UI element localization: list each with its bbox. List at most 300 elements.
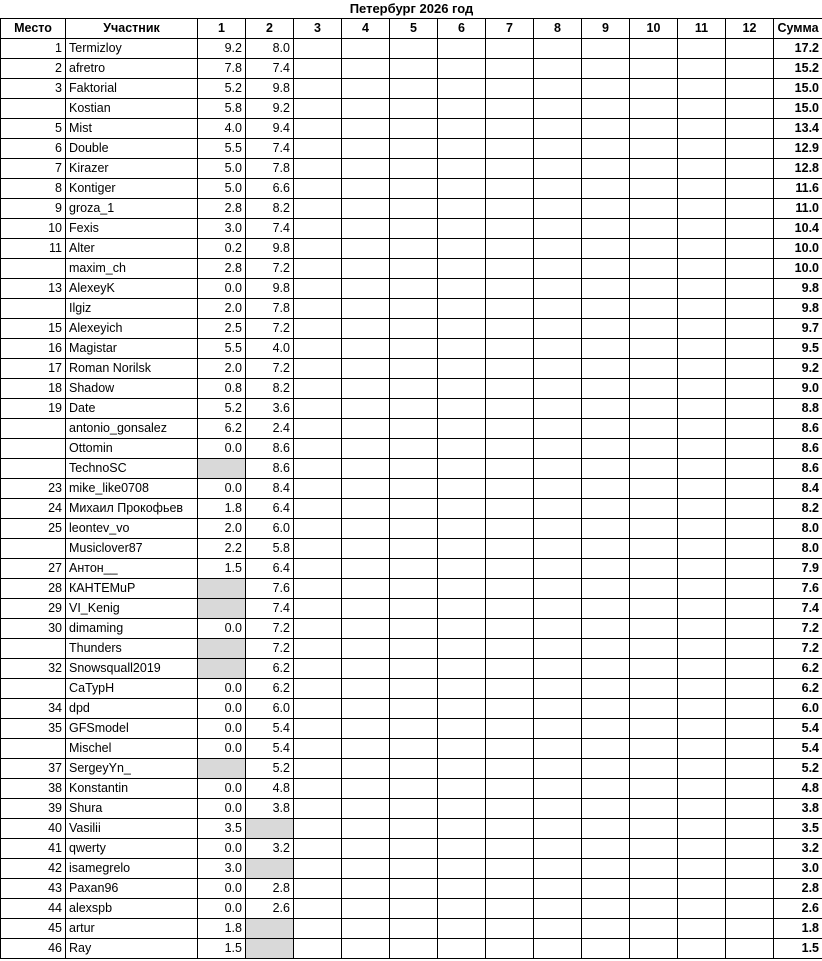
total-cell: 7.9 — [774, 559, 822, 579]
score-round-11 — [678, 759, 726, 779]
place-cell: 3 — [1, 79, 66, 99]
score-round-9 — [582, 899, 630, 919]
score-round-8 — [534, 899, 582, 919]
score-round-12 — [726, 39, 774, 59]
score-round-4 — [342, 199, 390, 219]
score-round-5 — [390, 599, 438, 619]
score-round-6 — [438, 159, 486, 179]
score-round-4 — [342, 699, 390, 719]
score-round-7 — [486, 219, 534, 239]
total-cell: 1.5 — [774, 939, 822, 959]
participant-cell: artur — [66, 919, 198, 939]
score-round-3 — [294, 799, 342, 819]
score-round-6 — [438, 419, 486, 439]
participant-cell: VI_Kenig — [66, 599, 198, 619]
score-round-6 — [438, 59, 486, 79]
score-round-5 — [390, 79, 438, 99]
participant-cell: Paxan96 — [66, 879, 198, 899]
score-round-10 — [630, 99, 678, 119]
score-round-2: 5.4 — [246, 719, 294, 739]
score-round-8 — [534, 459, 582, 479]
score-round-7 — [486, 859, 534, 879]
score-round-5 — [390, 259, 438, 279]
score-round-9 — [582, 379, 630, 399]
score-round-5 — [390, 719, 438, 739]
score-round-6 — [438, 119, 486, 139]
score-round-1: 0.0 — [198, 779, 246, 799]
score-round-6 — [438, 519, 486, 539]
table-row — [1, 779, 822, 799]
score-round-5 — [390, 699, 438, 719]
score-round-6 — [438, 139, 486, 159]
score-round-5 — [390, 459, 438, 479]
header-round-3: 3 — [294, 19, 342, 39]
score-round-10 — [630, 839, 678, 859]
total-cell: 4.8 — [774, 779, 822, 799]
score-round-5 — [390, 419, 438, 439]
score-round-1: 3.5 — [198, 819, 246, 839]
score-round-1: 2.8 — [198, 259, 246, 279]
participant-cell: afretro — [66, 59, 198, 79]
score-round-6 — [438, 39, 486, 59]
score-round-7 — [486, 99, 534, 119]
score-round-10 — [630, 599, 678, 619]
score-round-10 — [630, 119, 678, 139]
score-round-1: 1.5 — [198, 559, 246, 579]
score-round-10 — [630, 459, 678, 479]
score-round-6 — [438, 859, 486, 879]
score-round-5 — [390, 819, 438, 839]
score-round-10 — [630, 879, 678, 899]
header-round-6: 6 — [438, 19, 486, 39]
score-round-7 — [486, 539, 534, 559]
score-round-12 — [726, 899, 774, 919]
score-round-12 — [726, 719, 774, 739]
score-round-10 — [630, 619, 678, 639]
score-round-5 — [390, 119, 438, 139]
place-cell: 39 — [1, 799, 66, 819]
score-round-11 — [678, 939, 726, 959]
score-round-5 — [390, 919, 438, 939]
place-cell — [1, 259, 66, 279]
table-row — [1, 679, 822, 699]
score-round-2: 5.4 — [246, 739, 294, 759]
score-round-1: 5.0 — [198, 159, 246, 179]
score-round-3 — [294, 859, 342, 879]
table-row — [1, 319, 822, 339]
score-round-3 — [294, 159, 342, 179]
score-round-8 — [534, 659, 582, 679]
score-round-10 — [630, 639, 678, 659]
participant-cell: dpd — [66, 699, 198, 719]
score-round-8 — [534, 59, 582, 79]
score-round-7 — [486, 359, 534, 379]
score-round-9 — [582, 559, 630, 579]
score-round-10 — [630, 739, 678, 759]
score-round-6 — [438, 899, 486, 919]
score-round-7 — [486, 299, 534, 319]
place-cell: 35 — [1, 719, 66, 739]
score-round-11 — [678, 919, 726, 939]
score-round-5 — [390, 899, 438, 919]
score-round-6 — [438, 659, 486, 679]
place-cell: 6 — [1, 139, 66, 159]
total-cell: 5.2 — [774, 759, 822, 779]
score-round-5 — [390, 379, 438, 399]
total-cell: 8.6 — [774, 439, 822, 459]
score-round-10 — [630, 179, 678, 199]
score-round-4 — [342, 679, 390, 699]
score-round-4 — [342, 639, 390, 659]
score-round-6 — [438, 939, 486, 959]
score-round-10 — [630, 259, 678, 279]
score-round-7 — [486, 479, 534, 499]
score-round-11 — [678, 879, 726, 899]
score-round-5 — [390, 839, 438, 859]
header-round-11: 11 — [678, 19, 726, 39]
score-round-4 — [342, 259, 390, 279]
total-cell: 9.8 — [774, 299, 822, 319]
place-cell — [1, 639, 66, 659]
score-round-4 — [342, 339, 390, 359]
score-round-7 — [486, 179, 534, 199]
score-round-11 — [678, 359, 726, 379]
place-cell: 17 — [1, 359, 66, 379]
score-round-8 — [534, 119, 582, 139]
score-round-7 — [486, 939, 534, 959]
score-round-8 — [534, 599, 582, 619]
score-round-6 — [438, 619, 486, 639]
score-round-9 — [582, 239, 630, 259]
score-round-12 — [726, 319, 774, 339]
score-round-10 — [630, 219, 678, 239]
score-round-1: 1.8 — [198, 919, 246, 939]
score-round-1: 2.5 — [198, 319, 246, 339]
table-row — [1, 79, 822, 99]
score-round-5 — [390, 319, 438, 339]
score-round-9 — [582, 719, 630, 739]
score-round-1: 0.0 — [198, 619, 246, 639]
place-cell: 23 — [1, 479, 66, 499]
score-round-2: 6.2 — [246, 679, 294, 699]
table-row — [1, 659, 822, 679]
score-round-9 — [582, 679, 630, 699]
score-round-5 — [390, 99, 438, 119]
table-row — [1, 219, 822, 239]
table-row — [1, 239, 822, 259]
table-row — [1, 99, 822, 119]
score-round-7 — [486, 119, 534, 139]
score-round-6 — [438, 839, 486, 859]
table-row — [1, 499, 822, 519]
score-round-9 — [582, 59, 630, 79]
score-round-7 — [486, 319, 534, 339]
score-round-11 — [678, 239, 726, 259]
score-round-12 — [726, 839, 774, 859]
score-round-2: 9.8 — [246, 239, 294, 259]
score-round-9 — [582, 79, 630, 99]
total-cell: 9.8 — [774, 279, 822, 299]
score-round-4 — [342, 939, 390, 959]
score-round-5 — [390, 219, 438, 239]
score-round-12 — [726, 579, 774, 599]
participant-cell: Konstantin — [66, 779, 198, 799]
score-round-10 — [630, 919, 678, 939]
total-cell: 5.4 — [774, 739, 822, 759]
table-row — [1, 199, 822, 219]
score-round-5 — [390, 279, 438, 299]
score-round-11 — [678, 319, 726, 339]
score-round-3 — [294, 739, 342, 759]
score-round-5 — [390, 519, 438, 539]
score-round-7 — [486, 39, 534, 59]
score-round-5 — [390, 299, 438, 319]
score-round-11 — [678, 259, 726, 279]
score-round-8 — [534, 639, 582, 659]
score-round-5 — [390, 779, 438, 799]
score-round-4 — [342, 619, 390, 639]
score-round-1: 3.0 — [198, 219, 246, 239]
score-round-8 — [534, 339, 582, 359]
participant-cell: maxim_ch — [66, 259, 198, 279]
score-round-12 — [726, 879, 774, 899]
participant-cell: Ilgiz — [66, 299, 198, 319]
place-cell: 27 — [1, 559, 66, 579]
score-round-3 — [294, 879, 342, 899]
score-round-5 — [390, 359, 438, 379]
score-round-12 — [726, 919, 774, 939]
score-round-7 — [486, 839, 534, 859]
score-round-2: 7.6 — [246, 579, 294, 599]
score-round-2: 7.2 — [246, 619, 294, 639]
score-round-10 — [630, 79, 678, 99]
score-round-4 — [342, 659, 390, 679]
score-round-11 — [678, 399, 726, 419]
total-cell: 8.2 — [774, 499, 822, 519]
participant-cell: alexspb — [66, 899, 198, 919]
total-cell: 6.2 — [774, 659, 822, 679]
score-round-10 — [630, 819, 678, 839]
place-cell: 5 — [1, 119, 66, 139]
score-round-1: 0.0 — [198, 479, 246, 499]
score-round-8 — [534, 359, 582, 379]
participant-cell: qwerty — [66, 839, 198, 859]
table-row — [1, 459, 822, 479]
score-round-2: 6.2 — [246, 659, 294, 679]
score-round-8 — [534, 479, 582, 499]
table-row — [1, 859, 822, 879]
score-round-11 — [678, 619, 726, 639]
score-round-9 — [582, 399, 630, 419]
place-cell: 1 — [1, 39, 66, 59]
participant-cell: Termizloy — [66, 39, 198, 59]
score-round-12 — [726, 519, 774, 539]
score-round-8 — [534, 99, 582, 119]
score-round-4 — [342, 359, 390, 379]
score-round-8 — [534, 739, 582, 759]
score-round-3 — [294, 579, 342, 599]
score-round-12 — [726, 939, 774, 959]
score-round-10 — [630, 479, 678, 499]
score-round-9 — [582, 939, 630, 959]
score-round-12 — [726, 379, 774, 399]
score-round-11 — [678, 899, 726, 919]
score-round-5 — [390, 559, 438, 579]
score-round-8 — [534, 139, 582, 159]
score-round-5 — [390, 159, 438, 179]
score-round-12 — [726, 139, 774, 159]
score-round-1: 5.5 — [198, 139, 246, 159]
score-round-6 — [438, 739, 486, 759]
participant-cell: Alter — [66, 239, 198, 259]
table-row — [1, 139, 822, 159]
score-round-12 — [726, 99, 774, 119]
score-round-3 — [294, 699, 342, 719]
score-round-10 — [630, 239, 678, 259]
place-cell: 44 — [1, 899, 66, 919]
score-round-6 — [438, 439, 486, 459]
score-round-1 — [198, 659, 246, 679]
score-round-11 — [678, 159, 726, 179]
score-round-6 — [438, 479, 486, 499]
score-round-12 — [726, 439, 774, 459]
score-round-2: 5.2 — [246, 759, 294, 779]
total-cell: 2.8 — [774, 879, 822, 899]
score-round-3 — [294, 199, 342, 219]
score-round-6 — [438, 259, 486, 279]
score-round-10 — [630, 679, 678, 699]
score-round-5 — [390, 879, 438, 899]
participant-cell: Ray — [66, 939, 198, 959]
score-round-1: 1.5 — [198, 939, 246, 959]
score-round-7 — [486, 139, 534, 159]
participant-cell: AlexeyK — [66, 279, 198, 299]
score-round-1: 5.2 — [198, 79, 246, 99]
table-row — [1, 919, 822, 939]
table-row — [1, 719, 822, 739]
score-round-1: 2.2 — [198, 539, 246, 559]
table-row — [1, 899, 822, 919]
score-round-7 — [486, 279, 534, 299]
score-round-8 — [534, 379, 582, 399]
score-round-10 — [630, 759, 678, 779]
score-round-1: 3.0 — [198, 859, 246, 879]
participant-cell: Mischel — [66, 739, 198, 759]
score-round-6 — [438, 539, 486, 559]
score-round-4 — [342, 719, 390, 739]
score-round-9 — [582, 759, 630, 779]
score-round-11 — [678, 859, 726, 879]
score-round-12 — [726, 159, 774, 179]
score-round-5 — [390, 179, 438, 199]
place-cell: 13 — [1, 279, 66, 299]
score-round-8 — [534, 219, 582, 239]
score-round-9 — [582, 639, 630, 659]
score-round-11 — [678, 839, 726, 859]
score-round-8 — [534, 859, 582, 879]
score-round-11 — [678, 219, 726, 239]
score-round-11 — [678, 419, 726, 439]
score-round-2 — [246, 939, 294, 959]
header-round-5: 5 — [390, 19, 438, 39]
score-round-4 — [342, 239, 390, 259]
total-cell: 10.0 — [774, 259, 822, 279]
table-row — [1, 739, 822, 759]
score-round-1: 0.0 — [198, 799, 246, 819]
score-round-1: 5.2 — [198, 399, 246, 419]
score-round-5 — [390, 59, 438, 79]
score-round-7 — [486, 679, 534, 699]
score-round-2: 9.4 — [246, 119, 294, 139]
participant-cell: Kontiger — [66, 179, 198, 199]
participant-cell: Snowsquall2019 — [66, 659, 198, 679]
place-cell: 37 — [1, 759, 66, 779]
score-round-4 — [342, 819, 390, 839]
score-round-11 — [678, 459, 726, 479]
score-round-7 — [486, 519, 534, 539]
score-round-2: 6.0 — [246, 699, 294, 719]
place-cell: 38 — [1, 779, 66, 799]
table-row — [1, 839, 822, 859]
score-round-11 — [678, 819, 726, 839]
participant-cell: Антон__ — [66, 559, 198, 579]
table-row — [1, 359, 822, 379]
score-round-5 — [390, 339, 438, 359]
score-round-7 — [486, 419, 534, 439]
score-round-2: 9.8 — [246, 79, 294, 99]
participant-cell: dimaming — [66, 619, 198, 639]
score-round-1: 0.0 — [198, 679, 246, 699]
score-round-6 — [438, 79, 486, 99]
score-round-11 — [678, 79, 726, 99]
participant-cell: GFSmodel — [66, 719, 198, 739]
total-cell: 10.0 — [774, 239, 822, 259]
participant-cell: Shadow — [66, 379, 198, 399]
score-round-9 — [582, 99, 630, 119]
score-round-4 — [342, 459, 390, 479]
score-round-4 — [342, 839, 390, 859]
score-round-6 — [438, 319, 486, 339]
place-cell: 41 — [1, 839, 66, 859]
score-round-3 — [294, 439, 342, 459]
table-row — [1, 559, 822, 579]
score-round-6 — [438, 459, 486, 479]
score-round-2: 4.0 — [246, 339, 294, 359]
total-cell: 1.8 — [774, 919, 822, 939]
score-round-11 — [678, 479, 726, 499]
score-round-8 — [534, 519, 582, 539]
score-round-9 — [582, 839, 630, 859]
score-round-7 — [486, 799, 534, 819]
score-round-8 — [534, 179, 582, 199]
score-round-1: 2.0 — [198, 519, 246, 539]
score-round-10 — [630, 279, 678, 299]
header-round-7: 7 — [486, 19, 534, 39]
score-round-9 — [582, 779, 630, 799]
score-round-9 — [582, 659, 630, 679]
score-round-4 — [342, 739, 390, 759]
score-round-10 — [630, 859, 678, 879]
score-round-8 — [534, 439, 582, 459]
total-cell: 3.8 — [774, 799, 822, 819]
score-round-3 — [294, 619, 342, 639]
table-row — [1, 439, 822, 459]
score-round-10 — [630, 719, 678, 739]
total-cell: 13.4 — [774, 119, 822, 139]
place-cell: 25 — [1, 519, 66, 539]
score-round-6 — [438, 499, 486, 519]
score-round-5 — [390, 759, 438, 779]
